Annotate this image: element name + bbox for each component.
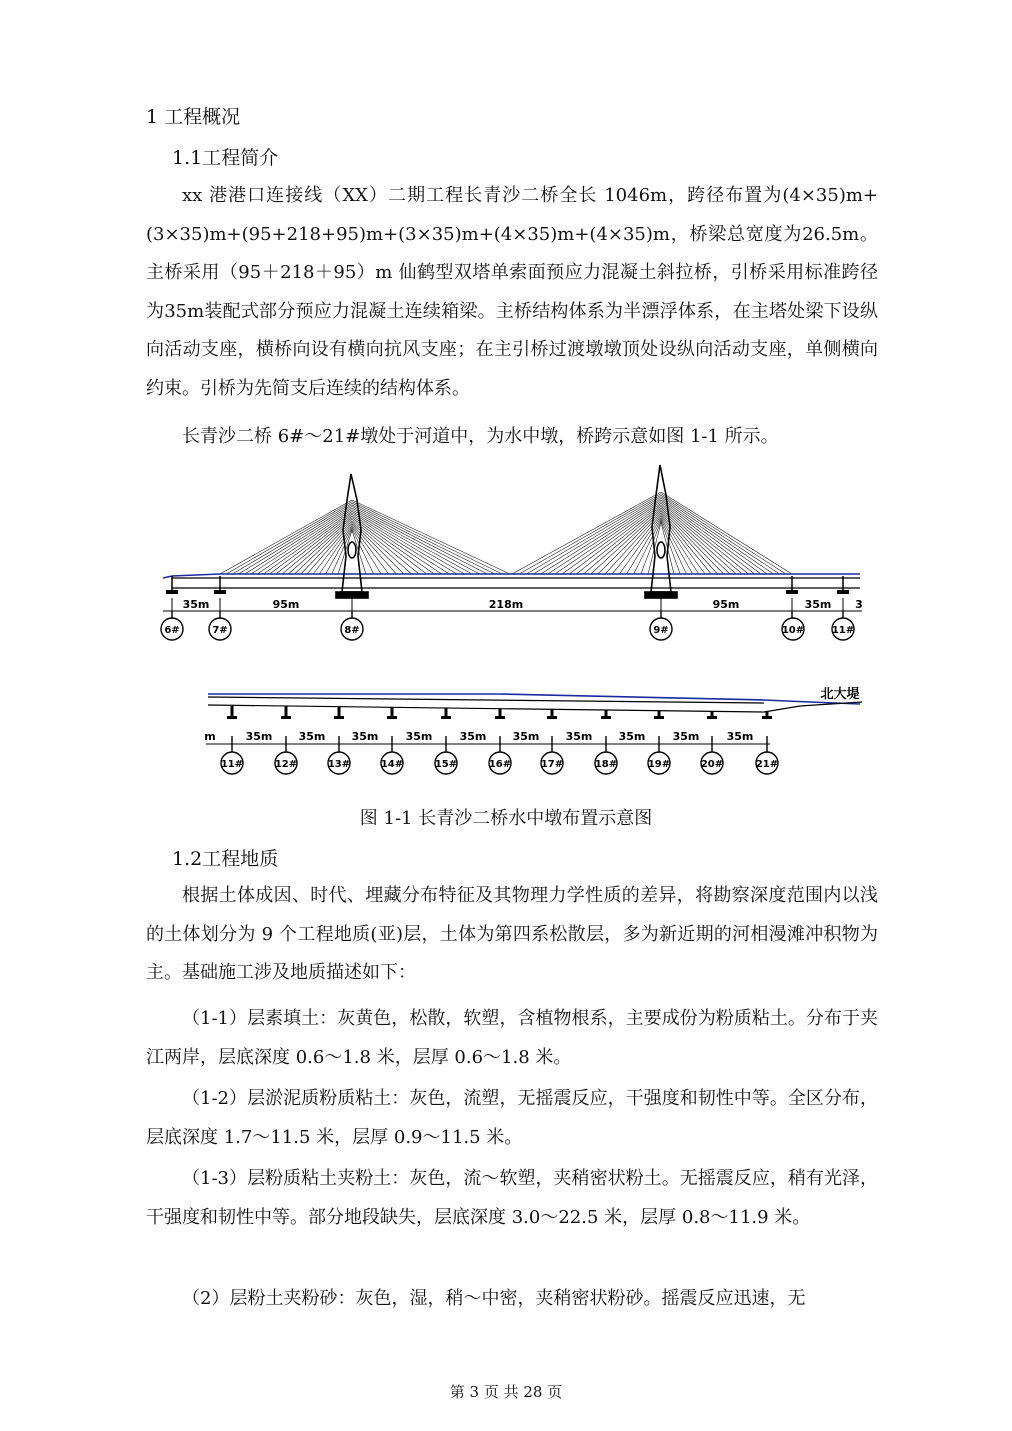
approach-pier-base (334, 716, 344, 719)
stay-cable (220, 500, 352, 574)
span-label: 35m (672, 730, 700, 743)
stay-cable (548, 500, 661, 574)
span-label: 95m (712, 598, 740, 611)
stay-cable (352, 511, 457, 574)
pylon-left (336, 474, 368, 598)
stay-cable (288, 518, 352, 574)
stay-cable (239, 505, 352, 574)
pier-label: 18# (594, 759, 618, 770)
stay-cable (352, 500, 510, 574)
stay-cable (661, 506, 736, 574)
stay-cable (352, 516, 434, 574)
stay-cable (661, 497, 773, 574)
pier-label: 20# (700, 759, 724, 770)
intro-paragraph: 长青沙二桥 6#～21#墩处于河道中，为水中墩，桥跨示意如图 1-1 所示。 (182, 426, 779, 447)
approach-deck (208, 694, 862, 712)
stay-cable (251, 508, 352, 574)
stay-cable (352, 513, 449, 574)
main-deck (163, 574, 860, 594)
approach-pier-base (387, 716, 397, 719)
approach-pier-base (707, 716, 717, 719)
span-label: 35m (565, 730, 593, 743)
span-label: m (204, 730, 216, 743)
geology-paragraph: （1-3）层粉质粘土夹粉土：灰色，流～软塑，夹稍密状粉土。无摇震反应，稍有光泽，干强度和韧性中等。部分地段缺失，层底深度 3.0～22.5 米，层厚 0.8～11.9 米。 (146, 1168, 878, 1228)
pier-label: 19# (647, 759, 671, 770)
geology-paragraph: 根据土体成因、时代、埋藏分布特征及其物理力学性质的差异，将勘察深度范围内以浅的土体划分为 9 个工程地质(亚)层，土体为第四系松散层，多为新近期的河相漫滩冲积物为主。基础施工涉及地质描述如下： (146, 885, 878, 983)
page-footer: 第 3 页 共 28 页 (449, 1383, 563, 1401)
span-label: 3 (855, 598, 863, 611)
geology-paragraph: （1-2）层淤泥质粉质粘土：灰色，流塑，无摇震反应，干强度和韧性中等。全区分布，层底深度 1.7～11.5 米，层厚 0.9～11.5 米。 (146, 1088, 878, 1148)
span-label: 35m (182, 598, 210, 611)
span-label: 35m (726, 730, 754, 743)
approach-pier-base (441, 716, 451, 719)
approach-pier-base (654, 716, 664, 719)
pier-label: 11# (220, 759, 244, 770)
stay-cable (352, 506, 480, 574)
approach-pier-base (281, 716, 291, 719)
span-label: 95m (272, 598, 300, 611)
pier-label: 16# (488, 759, 512, 770)
stay-cable (352, 508, 472, 574)
span-label: 218m (488, 598, 524, 611)
approach-pier-base (495, 716, 505, 719)
pier-label: 6# (164, 625, 180, 636)
pier-label: 17# (540, 759, 564, 770)
pier-label: 21# (755, 759, 779, 770)
geology-paragraph: （2）层粉土夹粉砂：灰色，湿，稍～中密，夹稍密状粉砂。摇震反应迅速，无 (182, 1288, 806, 1309)
stay-cable (661, 494, 786, 574)
stay-cable (263, 511, 352, 574)
subsection-heading-geology: 1.2工程地质 (172, 848, 279, 870)
geology-paragraph: （1-1）层素填土：灰黄色，松散，软塑，含植物根系，主要成份为粉质粘土。分布于夹江两岸，层底深度 0.6～1.8 米，层厚 0.6～1.8 米。 (146, 1008, 878, 1068)
span-label: 35m (618, 730, 646, 743)
pier-label: 10# (781, 625, 805, 636)
intro-paragraph: xx 港港口连接线（XX）二期工程长青沙二桥全长 1046m，跨径布置为(4×35)m+(3×35)m+(95+218+95)m+(3×35)m+(4×35)m+(4×35)m，桥梁总宽度为26.5m。主桥采用（95＋218＋95）m 仙鹤型双塔单索面预应力混凝土斜拉桥，引桥采用标准跨径为35m装配式部分预应力混凝土连续箱梁。主桥结构体系为半漂浮体系，在主塔处梁下设纵向活动支座，横桥向设有横向抗风支座；在主引桥过渡墩墩顶处设纵向活动支座，单侧横向约束。引桥为先简支后连续的结构体系。 (146, 185, 878, 399)
span-label: 35m (245, 730, 273, 743)
stay-cable (352, 503, 495, 574)
pier-label: 11# (831, 625, 855, 636)
stay-cable (569, 505, 661, 574)
span-label: 35m (459, 730, 487, 743)
pier-label: 14# (380, 759, 404, 770)
span-label: 35m (298, 730, 326, 743)
stay-cable (512, 492, 661, 574)
pier-label: 13# (327, 759, 351, 770)
stay-cable (352, 519, 419, 574)
approach-pier-base (547, 716, 557, 719)
span-label: 35m (405, 730, 433, 743)
span-label: 35m (804, 598, 832, 611)
pier-label: 15# (434, 759, 458, 770)
approach-pier-base (762, 716, 772, 719)
span-label: 35m (512, 730, 540, 743)
embankment-label: 北大堤 (820, 687, 860, 702)
stay-cables (220, 492, 792, 574)
stay-cable (245, 506, 352, 574)
stay-cable (282, 516, 352, 574)
pier-label: 8# (344, 625, 360, 636)
pier-label: 9# (653, 625, 669, 636)
pier-label: 7# (212, 625, 228, 636)
subsection-heading-overview: 1.1工程简介 (172, 147, 279, 169)
approach-pier-base (601, 716, 611, 719)
stay-cable (226, 502, 352, 574)
section-heading: 1 工程概况 (146, 106, 241, 128)
span-label: 35m (351, 730, 379, 743)
pier-label: 12# (274, 759, 298, 770)
approach-pier-base (227, 716, 237, 719)
stay-cable (232, 503, 352, 574)
figure-caption: 图 1-1 长青沙二桥水中墩布置示意图 (359, 808, 653, 829)
